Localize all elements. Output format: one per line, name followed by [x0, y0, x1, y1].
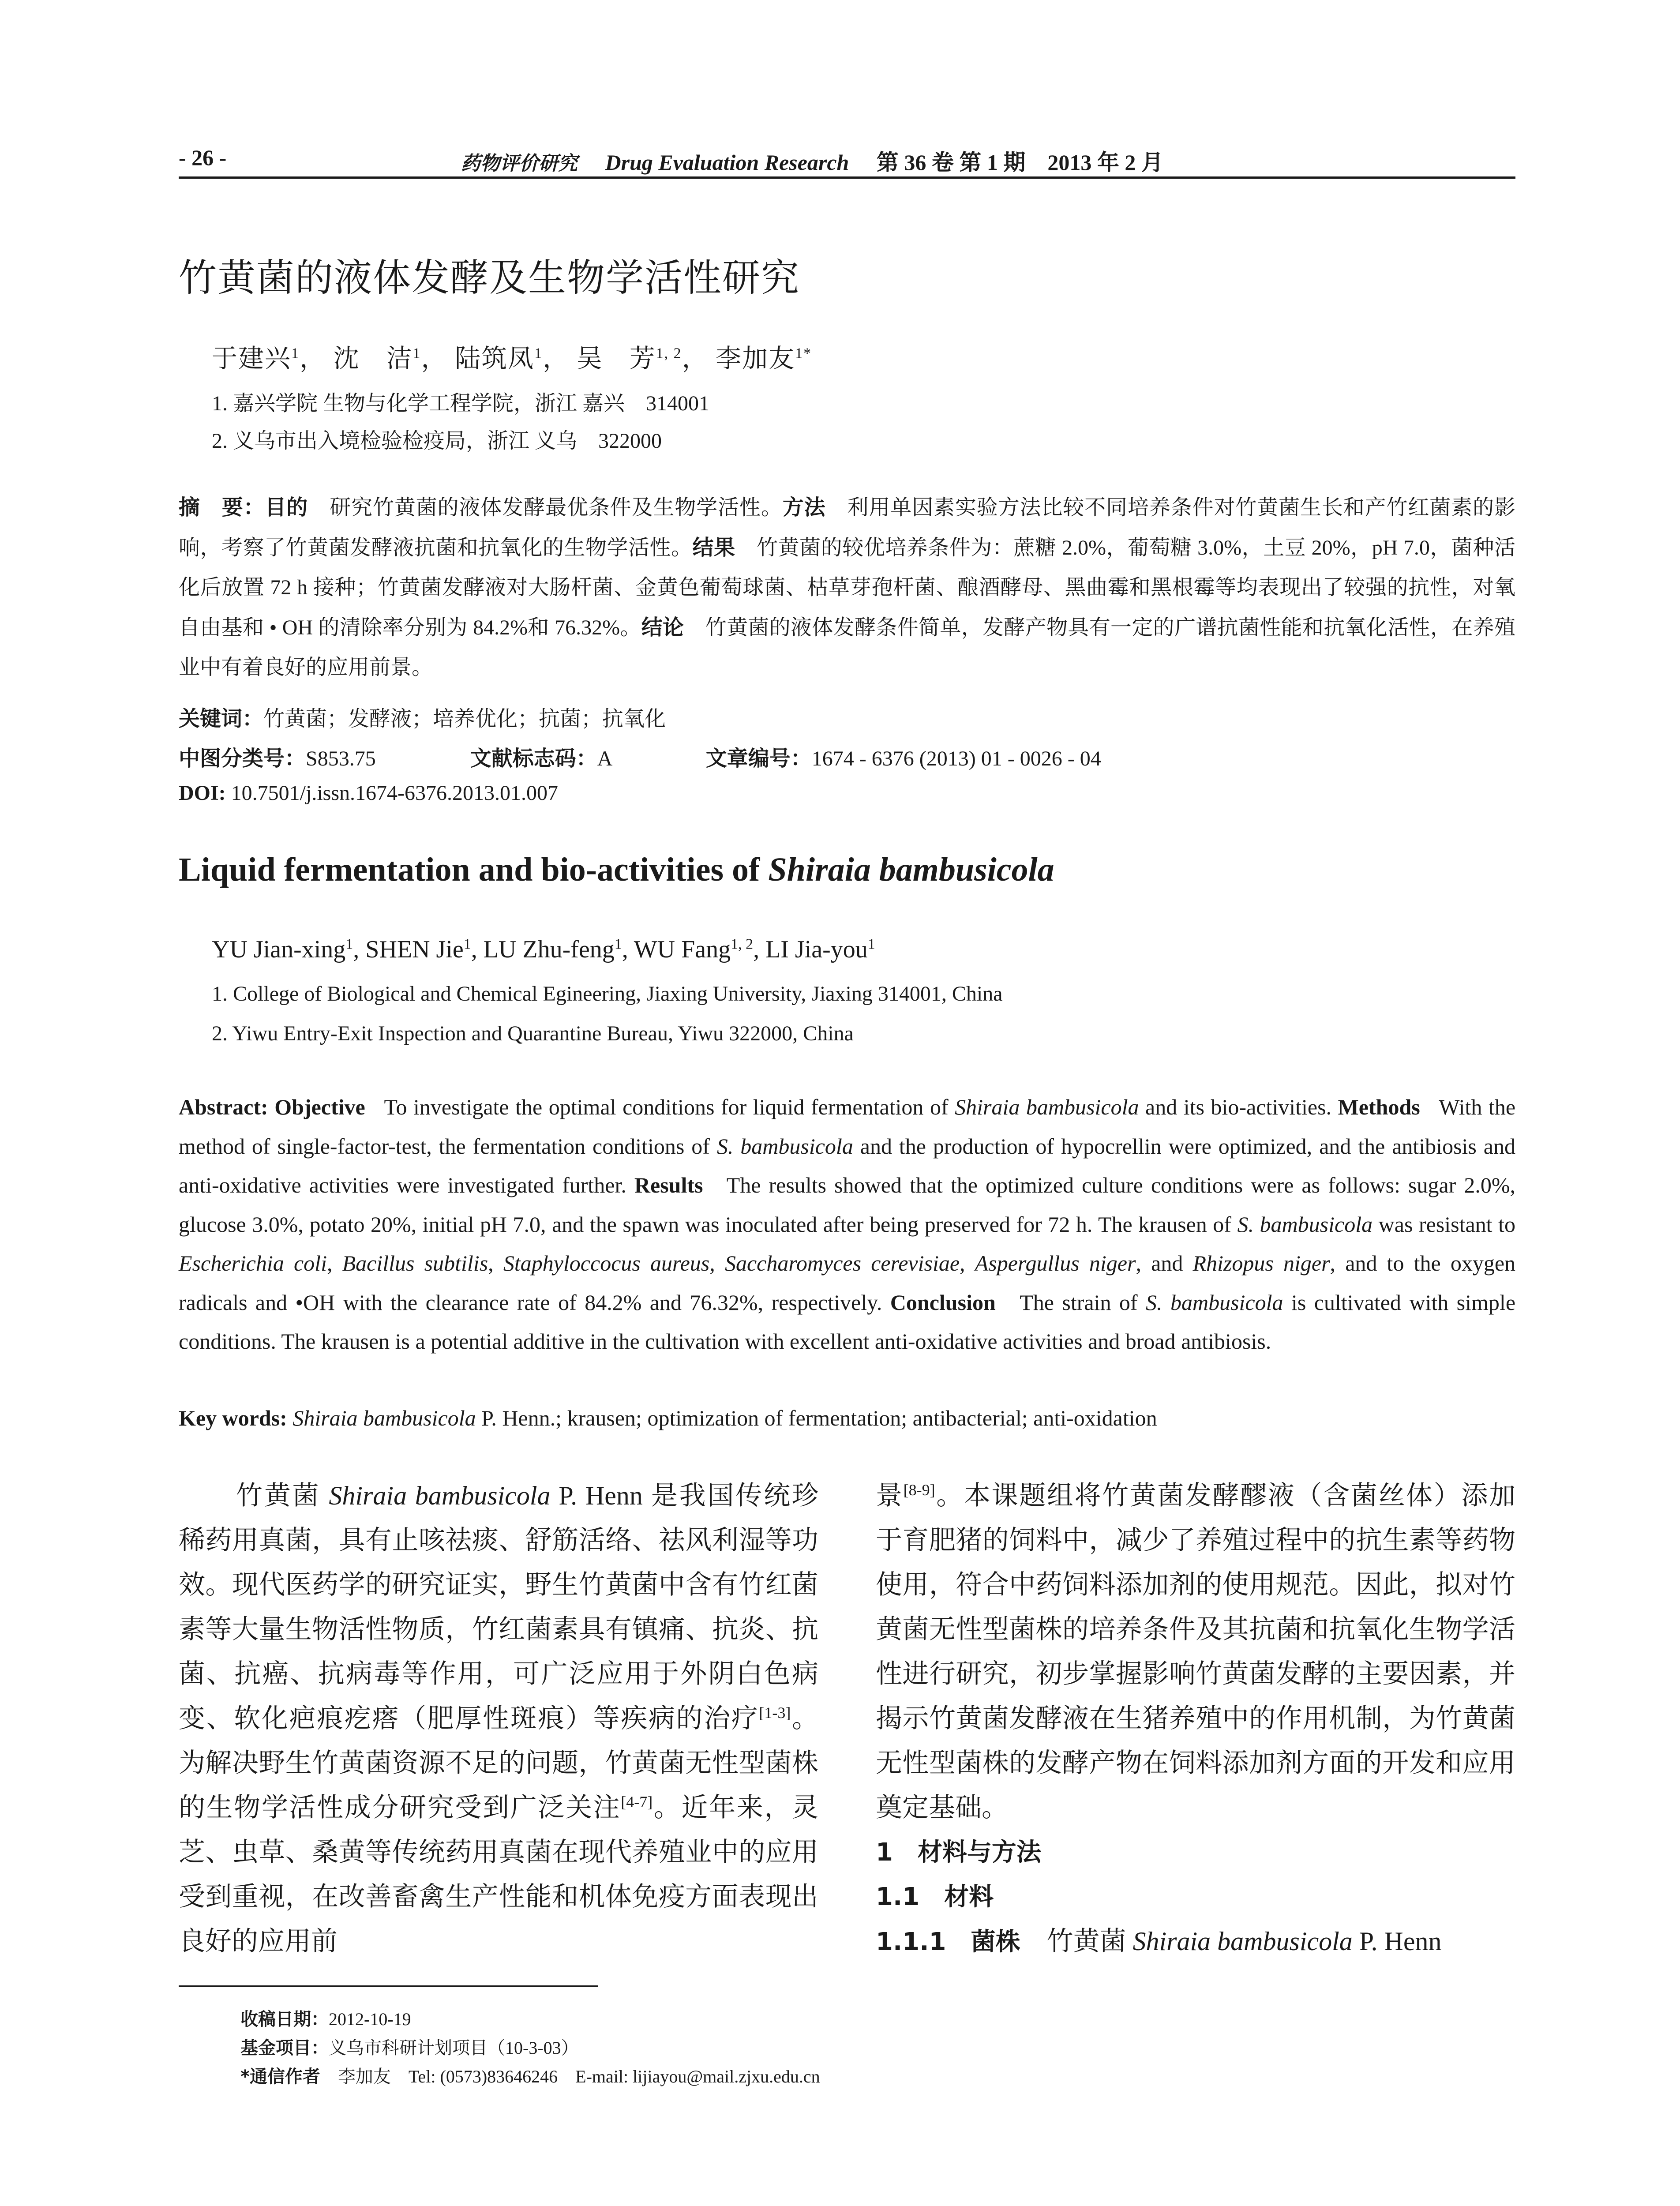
methods-en-label: Methods: [1338, 1095, 1420, 1119]
running-header: [179, 140, 1515, 175]
page-number: - 26 -: [179, 145, 227, 170]
results-label: 结果: [692, 535, 735, 560]
section-heading-1-1: 1.1 材料: [876, 1883, 994, 1911]
objective-text: 研究竹黄菌的液体发酵最优条件及生物学活性。: [330, 496, 783, 519]
author-name-en: SHEN Jie: [365, 936, 464, 963]
abstract-en-label: Abstract:: [179, 1095, 268, 1119]
conclusion-en-text: The strain of S. bambusicola is cultivated with simple conditions. The krausen is a potential additive in the cultivation with excellent anti-oxidative activities and broad antibiosis.: [179, 1290, 1516, 1354]
classification-line: [179, 741, 1101, 772]
author-name: 沈 洁: [333, 344, 413, 373]
footnote-rule: [179, 1985, 598, 1987]
journal-info: [461, 145, 1163, 176]
clc-value: S853.75: [306, 747, 376, 770]
author-name: 陆筑凤: [455, 344, 535, 373]
keywords-en-label: Key words:: [179, 1406, 287, 1430]
body-column-right: [876, 1474, 1515, 1964]
affiliation-en-2: 2. Yiwu Entry-Exit Inspection and Quarantine Bureau, Yiwu 322000, China: [212, 1022, 854, 1045]
methods-text: 利用单因素实验方法比较不同培养条件对竹黄菌生长和产竹红菌素的影响，考察了竹黄菌发酵液抗菌和抗氧化的生物学活性。: [179, 496, 1515, 559]
author-name-en: LU Zhu-feng: [483, 936, 615, 963]
citation: [1-3]: [759, 1704, 791, 1722]
conclusion-en-label: Conclusion: [890, 1290, 996, 1315]
author-affiliation-mark: 1: [463, 936, 471, 953]
doc-code-label: 文献标志码：: [470, 746, 597, 771]
results-text: 竹黄菌的较优培养条件为：蔗糖 2.0%，葡萄糖 3.0%，土豆 20%，pH 7.0，菌种活化后放置 72 h 接种；竹黄菌发酵液对大肠杆菌、金黄色葡萄球菌、枯草芽孢杆菌、酿酒酵母、黑曲霉和黑根霉等均表现出了较强的抗性，对氧自由基和 • OH 的清除率分别为 84.2%和 76.32%。: [179, 536, 1515, 639]
author-name-en: LI Jia-you: [765, 936, 868, 963]
author-affiliation-mark: 1*: [795, 345, 812, 362]
article-title-cn: 竹黄菌的液体发酵及生物学活性研究: [179, 256, 800, 300]
author-affiliation-mark: 1: [534, 345, 543, 362]
authors-cn: 于建兴$^1$， 沈 洁$^1$， 陆筑凤$^1$， 吴 芳$^{1, 2}$， 李加友$^{1*}$: [212, 344, 812, 373]
conclusion-label: 结论: [641, 615, 684, 640]
author-affiliation-mark: 1: [867, 936, 875, 953]
citation: [4-7]: [621, 1793, 653, 1811]
issue-info: 第 36 卷 第 1 期 2013 年 2 月: [876, 150, 1163, 175]
affiliation-en-1: 1. College of Biological and Chemical Egineering, Jiaxing University, Jiaxing 314001, China: [212, 982, 1003, 1005]
objective-en-label: Objective: [274, 1095, 365, 1119]
objective-en-text: To investigate the optimal conditions for liquid fermentation of Shiraia bambusicola and its bio-activities.: [384, 1095, 1332, 1119]
author-name: 李加友: [716, 344, 795, 373]
footnote-corresponding: *通信作者 李加友 Tel: (0573)83646246 E-mail: lijiayou@mail.zjxu.edu.cn: [240, 2067, 820, 2087]
author-affiliation-mark: 1, 2: [656, 345, 682, 362]
objective-label: 目的: [265, 495, 308, 520]
conclusion-text: 竹黄菌的液体发酵条件简单，发酵产物具有一定的广谱抗菌性能和抗氧化活性，在养殖业中有着良好的应用前景。: [179, 616, 1515, 679]
keywords-en-text: P. Henn.; krausen; optimization of fermentation; antibacterial; anti-oxidation: [476, 1406, 1157, 1430]
abstract-en: [179, 1088, 1515, 1361]
results-en-text: The results showed that the optimized culture conditions were as follows: sugar 2.0%, glucose 3.0%, potato 20%, initial pH 7.0, and the spawn was inoculated after being preserved for 72 h. The krausen of S. bambusicola was resistant to Escherichia coli, Bacillus subtilis, Staphyloccocus aureus, Saccharomyces cerevisiae, Aspergullus niger, and Rhizopus niger, and to the oxygen radicals and •OH with the clearance rate of 84.2% and 76.32%, respectively.: [179, 1173, 1516, 1315]
keywords-text: 竹黄菌；发酵液；培养优化；抗菌；抗氧化: [263, 707, 666, 731]
methods-en-text: With the method of single-factor-test, the fermentation conditions of S. bambusicola and the production of hypocrellin were optimized, and the antibiosis and anti-oxidative activities were investigated further.: [179, 1095, 1516, 1197]
doc-code-value: A: [597, 747, 611, 770]
abstract-label: 摘 要：: [179, 495, 265, 520]
subsection-1-1-1: 1.1.1 菌株 竹黄菌 Shiraia bambusicola P. Henn: [876, 1927, 1442, 1956]
footnote-received: 收稿日期：2012-10-19: [240, 2009, 411, 2030]
doi-line: [179, 781, 558, 805]
citation: [8-9]: [903, 1481, 935, 1499]
article-no-label: 文章编号：: [705, 746, 812, 771]
affiliation-cn-2: 2. 义乌市出入境检验检疫局，浙江 义乌 322000: [212, 429, 662, 453]
author-affiliation-mark: 1: [614, 936, 622, 953]
title-en-species: Shiraia bambusicola: [768, 851, 1054, 888]
authors-en: YU Jian-xing$^1$, SHEN Jie$^1$, LU Zhu-feng$^1$, WU Fang$^{1, 2}$, LI Jia-you$^1$: [212, 936, 875, 963]
keywords-en-species: Shiraia bambusicola: [292, 1406, 476, 1430]
doi-label: DOI:: [179, 781, 226, 805]
author-affiliation-mark: 1: [291, 345, 300, 362]
affiliation-cn-1: 1. 嘉兴学院 生物与化学工程学院，浙江 嘉兴 314001: [212, 392, 710, 415]
header-rule: [179, 176, 1515, 179]
journal-name: Drug Evaluation Research: [605, 150, 849, 175]
body-paragraph: 景[8-9]。本课题组将竹黄菌发酵醪液（含菌丝体）添加于育肥猪的饲料中，减少了养殖过程中的抗生素等药物使用，符合中药饲料添加剂的使用规范。因此，拟对竹黄菌无性型菌株的培养条件及其抗菌和抗氧化生物学活性进行研究，初步掌握影响竹黄菌发酵的主要因素，并揭示竹黄菌发酵液在生猪养殖中的作用机制，为竹黄菌无性型菌株的发酵产物在饲料添加剂方面的开发和应用奠定基础。: [876, 1481, 1516, 1822]
methods-label: 方法: [782, 495, 826, 520]
body-column-left: 竹黄菌 Shiraia bambusicola P. Henn 是我国传统珍稀药用真菌，具有止咳祛痰、舒筋活络、祛风利湿等功效。现代医药学的研究证实，野生竹黄菌中含有竹红菌素等大量生物活性物质，竹红菌素具有镇痛、抗炎、抗菌、抗癌、抗病毒等作用，可广泛应用于外阴白色病变、软化疤痕疙瘩（肥厚性斑痕）等疾病的治疗[1-3]。为解决野生竹黄菌资源不足的问题，竹黄菌无性型菌株的生物学活性成分研究受到广泛关注[4-7]。近年来，灵芝、虫草、桑黄等传统药用真菌在现代养殖业中的应用受到重视，在改善畜禽生产性能和机体免疫方面表现出良好的应用前: [179, 1481, 819, 1956]
article-title-en: [179, 851, 1054, 889]
author-affiliation-mark: 1, 2: [731, 936, 754, 953]
results-en-label: Results: [634, 1173, 703, 1197]
keywords-label: 关键词：: [179, 706, 264, 731]
author-name-en: WU Fang: [634, 936, 731, 963]
article-no-value: 1674 - 6376 (2013) 01 - 0026 - 04: [811, 747, 1101, 770]
author-name-en: YU Jian-xing: [212, 936, 346, 963]
title-en-plain: Liquid fermentation and bio-activities of: [179, 851, 769, 888]
abstract-cn: [179, 488, 1515, 687]
author-name: 吴 芳: [576, 344, 656, 373]
footnote-fund: 基金项目：义乌市科研计划项目（10-3-03）: [240, 2038, 579, 2058]
keywords-en: [179, 1405, 1157, 1431]
author-name: 于建兴: [212, 344, 292, 373]
keywords-cn: [179, 702, 666, 732]
section-heading-1: 1 材料与方法: [876, 1838, 1041, 1867]
doi-value: 10.7501/j.issn.1674-6376.2013.01.007: [231, 781, 559, 805]
journal-logo: 药物评价研究: [461, 152, 578, 175]
author-affiliation-mark: 1: [412, 345, 421, 362]
clc-label: 中图分类号：: [179, 746, 306, 771]
author-affiliation-mark: 1: [345, 936, 353, 953]
